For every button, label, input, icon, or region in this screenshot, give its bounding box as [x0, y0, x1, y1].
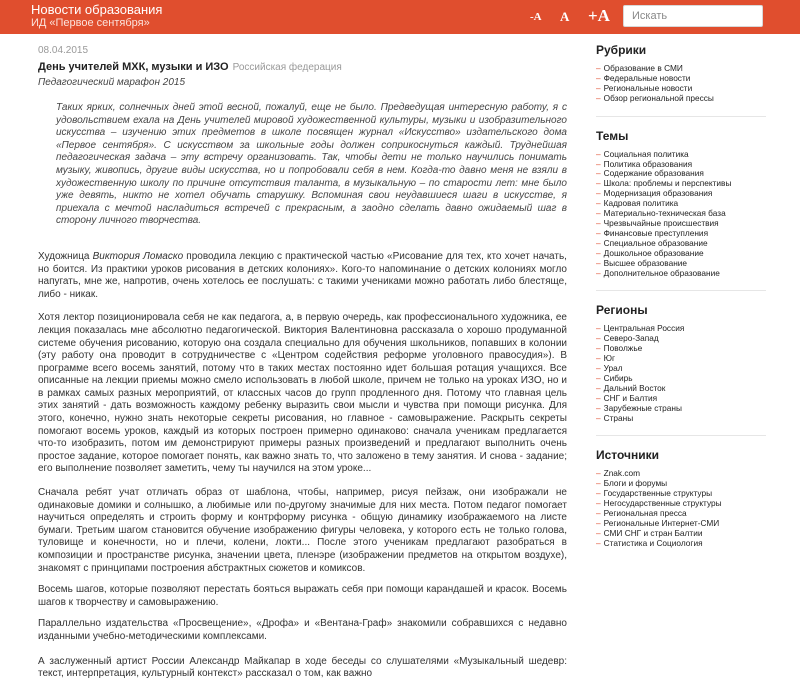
sidebar-link-label[interactable]: Урал — [603, 363, 623, 374]
dash-marker: – — [596, 508, 601, 519]
dash-marker: – — [596, 82, 601, 93]
sidebar-list — [596, 64, 766, 104]
sidebar-link-label[interactable]: Статистика и Социология — [603, 537, 703, 548]
paragraph-3: Сначала ребят учат отличать образ от шаблона, чтобы, например, рисуя пейзаж, они изображали не одинаковые домики и солнышко, а любимые или по-другому значимые для них места. Потом педагог помогает научиться определять и строить форму и контрформу рисунка - общую динамику изображаемого на листе бумаги. Третьим шагом становится обучение изображению фигуры человека, у которого есть не только голова, туловище и конечности, но и плечи, колени, локти... После этого ученикам предлагают разобраться в композиции и пространстве рисунка, значении цвета, пленэре (изображении предметов на открытом воздухе), знакомят с принципами построения абстрактных сюжетов и комиксов. — [38, 487, 567, 574]
sidebar-link-label[interactable]: Кадровая политика — [603, 198, 679, 209]
sidebar-link-label[interactable]: Обзор региональной прессы — [603, 92, 714, 103]
dash-marker: – — [596, 392, 601, 403]
dash-marker: – — [596, 372, 601, 383]
sidebar-link-label[interactable]: Юг — [603, 353, 616, 364]
font-increase-button[interactable]: +A — [588, 6, 610, 25]
artist-name: Виктория Ломаско — [92, 250, 184, 262]
dash-marker: – — [596, 237, 601, 248]
sidebar-link-label[interactable]: Страны — [603, 412, 634, 423]
sidebar-link-label[interactable]: СНГ и Балтия — [603, 392, 658, 403]
dash-marker: – — [596, 72, 601, 83]
divider — [596, 435, 766, 436]
dash-marker: – — [596, 518, 601, 528]
paragraph-1-start: Художница — [38, 250, 93, 262]
dash-marker: – — [596, 92, 601, 103]
sidebar-link-label[interactable]: Сибирь — [603, 372, 633, 383]
sidebar-link[interactable] — [596, 539, 766, 549]
sidebar-link-label[interactable]: Дальний Восток — [603, 382, 666, 393]
article-subtitle: Педагогический марафон 2015 — [38, 77, 186, 88]
sidebar-link[interactable] — [596, 94, 766, 104]
dash-marker: – — [596, 198, 601, 209]
sidebar-section-title: Рубрики — [596, 43, 647, 57]
sidebar-link-label[interactable]: Специальное образование — [603, 237, 708, 248]
sidebar-link-label[interactable]: Социальная политика — [603, 148, 689, 159]
sidebar-section-regions — [596, 303, 766, 423]
dash-marker: – — [596, 363, 601, 374]
sidebar-link-label[interactable]: Региональные новости — [603, 82, 693, 93]
site-title[interactable]: Новости образования — [31, 2, 163, 17]
dash-marker: – — [596, 257, 601, 268]
divider — [596, 116, 766, 117]
paragraph-1-rest: проводила лекцию с практической частью «Рисование для тех, кто хочет начать, но боится. Из практики уроков рисования в детских колониях». Кого-то напоминание о детских колониях могло напугать, мне же, напротив, очень хотелось ее послушать: с такими учениками можно работать либо блестяще, либо - никак. — [38, 250, 567, 300]
region-link[interactable]: Российская федерация — [232, 62, 342, 73]
sidebar-link-label[interactable]: Политика образования — [603, 158, 693, 169]
sidebar-link-label[interactable]: Содержание образования — [603, 168, 704, 179]
dash-marker: – — [596, 382, 601, 393]
sidebar-list — [596, 150, 766, 279]
dash-marker: – — [596, 148, 601, 159]
sidebar-link-label[interactable]: Чрезвычайные происшествия — [603, 217, 719, 228]
dash-marker: – — [596, 537, 601, 548]
sidebar — [596, 43, 766, 549]
sidebar-link-label[interactable]: Центральная Россия — [603, 323, 685, 334]
dash-marker: – — [596, 168, 601, 179]
sidebar-link-label[interactable]: Блоги и форумы — [603, 478, 668, 489]
paragraph-6: А заслуженный артист России Александр Майкапар в ходе беседы со слушателями «Музыкальный шедевр: текст, интерпретация, культурный контекст» рассказал о том, как важно — [38, 655, 567, 680]
article — [38, 45, 567, 681]
sidebar-link[interactable] — [596, 344, 766, 354]
sidebar-link-label[interactable]: Финансовые преступления — [603, 227, 709, 238]
font-normal-button[interactable]: A — [560, 9, 570, 24]
sidebar-link-label[interactable]: Поволжье — [603, 343, 643, 354]
sidebar-link-label[interactable]: Негосударственные структуры — [603, 498, 722, 509]
dash-marker: – — [596, 468, 601, 479]
sidebar-link-label[interactable]: Зарубежные страны — [603, 402, 682, 413]
dash-marker: – — [596, 188, 601, 199]
sidebar-link-label[interactable]: Федеральные новости — [603, 72, 691, 83]
sidebar-section-rubrics — [596, 43, 766, 104]
dash-marker: – — [596, 178, 601, 189]
dash-marker: – — [596, 402, 601, 413]
divider — [596, 290, 766, 291]
dash-marker: – — [596, 527, 601, 538]
sidebar-link-label[interactable]: Государственные структуры — [603, 488, 713, 499]
sidebar-link-label[interactable]: Северо-Запад — [603, 333, 659, 344]
article-date: 08.04.2015 — [38, 45, 89, 56]
sidebar-section-title: Регионы — [596, 303, 648, 318]
paragraph-4: Восемь шагов, которые позволяют перестать бояться выражать себя при помощи карандашей и красок. Восемь шагов к творчеству и самовыражению. — [38, 584, 567, 608]
dash-marker: – — [596, 158, 601, 169]
dash-marker: – — [596, 267, 601, 278]
sidebar-link[interactable] — [596, 269, 766, 279]
dash-marker: – — [596, 498, 601, 509]
article-title: День учителей МХК, музыки и ИЗО — [38, 61, 229, 73]
site-subtitle[interactable]: ИД «Первое сентября» — [31, 17, 150, 29]
sidebar-link-label[interactable]: СМИ СНГ и стран Балтии — [603, 527, 703, 538]
sidebar-link-label[interactable]: Высшее образование — [603, 257, 688, 268]
dash-marker: – — [596, 323, 601, 334]
dash-marker: – — [596, 343, 601, 354]
sidebar-link-label[interactable]: Региональная пресса — [603, 508, 687, 519]
paragraph-2: Хотя лектор позиционировала себя не как педагога, а, в первую очередь, как профессионального художника, ее лекция показалась мне абсолютно педагогической. Виктория Валентиновна рассказала о хорошо продуманной системе обучения рисованию, которую она создала специально для обучения школьников, попавших в колонии (эту работу она проводит в сотрудничестве с «Центром содействия реформе уголовного правосудия»). В программе всего восемь занятий, потому что в таких местах постоянно идет большая ротация учащихся. Все описанные на лекции приемы можно смело использовать в любой школе, причем не только на уроках ИЗО, но и в рамках самых разных мероприятий, от классных часов до групп продленного дня. Потому что главная цель этих занятий - дать возможность каждому ребенку выразить свои мысли и чувства при помощи рисунка. Для этого, конечно, нужно знать некоторые секреты рисования, но главное - самовыражение. Раскрыть секреты помогают восемь уроков, каждый из которых построен примерно одинаково: сначала ученикам предлагается что-то изобразить, потом им демонстрируют примеры разных произведений и предлагают выполнить очень простое задание, которое помогает понять, как важно знать то, что заложено в тему занятия. И снова - задание; его выполнение позволяет заметить, чему ты научился на этом уроке... — [38, 312, 567, 475]
dash-marker: – — [596, 247, 601, 258]
sidebar-section-topics — [596, 129, 766, 279]
sidebar-link-label[interactable]: Znak.com — [603, 468, 641, 479]
sidebar-list — [596, 469, 766, 548]
sidebar-list — [596, 324, 766, 423]
sidebar-link-label[interactable]: Материально-техническая база — [603, 208, 726, 219]
paragraph-1 — [38, 251, 567, 301]
dash-marker: – — [596, 217, 601, 228]
sidebar-link-label[interactable]: Дополнительное образование — [603, 267, 720, 278]
dash-marker: – — [596, 208, 601, 219]
article-lead: Таких ярких, солнечных дней этой весной, пожалуй, еще не было. Предведущая интересную работу, я с удовольствием ехала на День учителей мировой художественной культуры, музыки и изобразительного искусства – изучению этих предметов в школе посвящен журнал «Искусство» издательского дома «Первое сентября». С искусством за школьные годы должен соприкоснуться каждый. Труднейшая педагогическая задача – эту встречу организовать. Так, чтобы дети не только научились понимать музыку, живопись, другие виды искусства, но и попробовали себя в нем. Когда-то давно меня не взяли в художественную школу по причине отсутствия таланта, в музыкальную – по старости лет: мне было уже девять, никто не хотел обучать старушку. Вспоминая свои неудавшиеся шаги в искусстве, я приехала с мечтой насладиться встречей с прекрасным, а заодно сделать давно ожидаемый шаг в сторону личного творчества. — [56, 102, 567, 227]
dash-marker: – — [596, 353, 601, 364]
sidebar-section-sources — [596, 448, 766, 548]
sidebar-section-title: Темы — [596, 128, 629, 143]
dash-marker: – — [596, 478, 601, 489]
sidebar-link-label[interactable]: Образование в СМИ — [603, 63, 683, 73]
sidebar-link-label[interactable]: Региональные Интернет-СМИ — [603, 518, 720, 528]
paragraph-5: Параллельно издательства «Просвещение», «Дрофа» и «Вентана-Граф» знакомили собравшихся с недавно изданными учебно-методическими комплексами. — [38, 618, 567, 642]
top-bar — [0, 0, 800, 34]
sidebar-link-label[interactable]: Дошкольное образование — [603, 247, 704, 258]
dash-marker: – — [596, 227, 601, 238]
dash-marker: – — [596, 333, 601, 344]
article-title-line — [38, 61, 567, 73]
dash-marker: – — [596, 412, 601, 423]
dash-marker: – — [596, 488, 601, 499]
sidebar-link-label[interactable]: Школа: проблемы и перспективы — [603, 178, 732, 189]
search-input[interactable] — [623, 5, 763, 27]
sidebar-link-label[interactable]: Модернизация образования — [603, 188, 713, 199]
dash-marker: – — [596, 63, 601, 73]
font-decrease-button[interactable]: -A — [530, 11, 542, 23]
sidebar-link[interactable] — [596, 414, 766, 424]
sidebar-section-title: Источники — [596, 448, 660, 463]
